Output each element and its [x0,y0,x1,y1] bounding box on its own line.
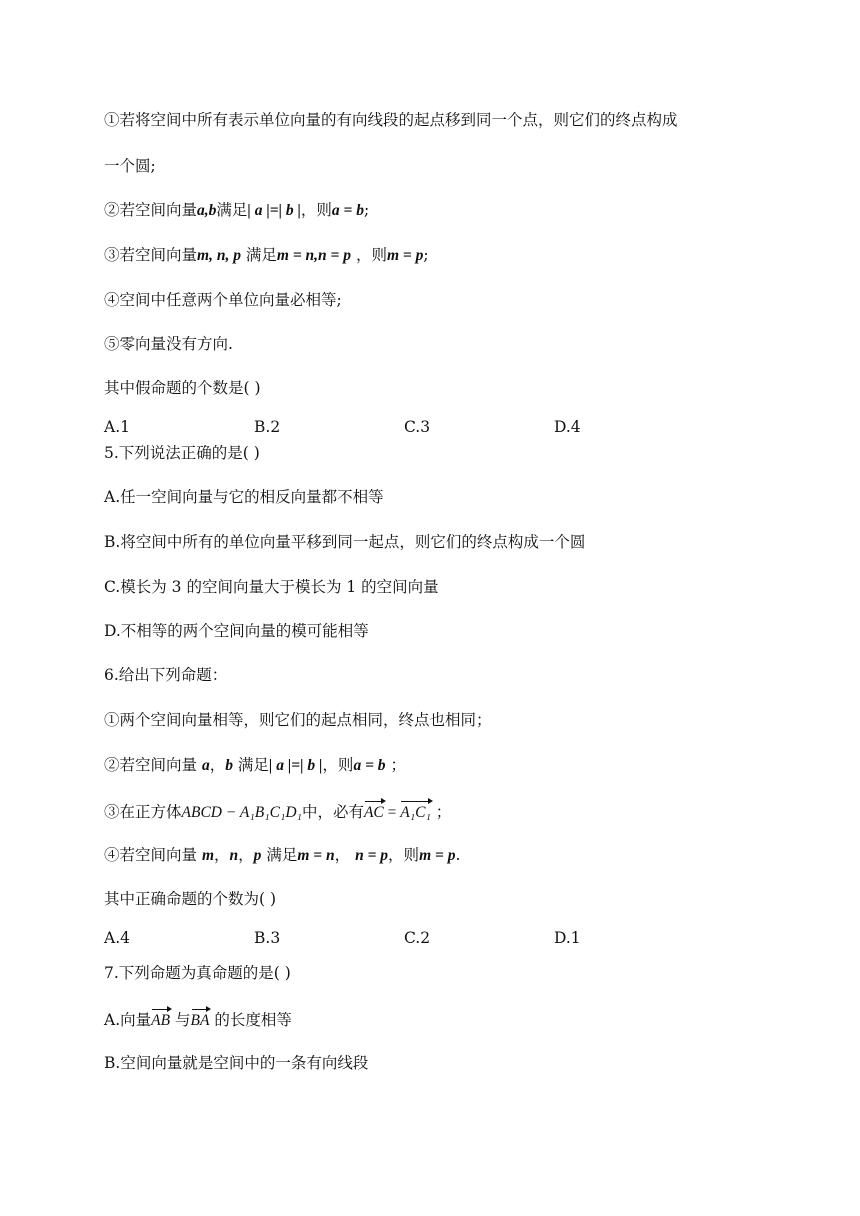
question-6-prompt: 其中正确命题的个数为( ) [104,890,277,908]
q6-statement-1: ①两个空间向量相等，则它们的起点相同，终点也相同； [104,711,492,729]
q7-option-a: A.向量AB 与BA 的长度相等 [104,1008,292,1031]
statement-1-line-2: 一个圆; [104,157,156,175]
q5-option-a: A.任一空间向量与它的相反向量都不相等 [104,488,384,506]
q6-option-b: B.3 [254,929,281,947]
statement-5: ⑤零向量没有方向. [104,335,233,353]
question-4-prompt: 其中假命题的个数是( ) [104,379,261,397]
q6-option-a: A.4 [104,929,130,947]
q6-option-c: C.2 [404,929,431,947]
vector-a1c1: A₁C₁ [400,800,431,823]
statement-3: ③若空间向量m, n, p 满足m = n,n = p ，则m = p; [104,246,429,264]
q4-option-d: D.4 [554,418,581,436]
q5-option-b: B.将空间中所有的单位向量平移到同一起点，则它们的终点构成一个圆 [104,533,586,551]
statement-4: ④空间中任意两个单位向量必相等; [104,291,342,309]
q6-statement-3: ③在正方体ABCD − A₁B₁C₁D₁中，必有AC = A₁C₁ ； [104,800,451,823]
q4-option-c: C.3 [404,418,431,436]
q7-option-b: B.空间向量就是空间中的一条有向线段 [104,1054,369,1072]
vector-ac: AC [364,800,384,823]
q4-option-b: B.2 [254,418,281,436]
statement-1-line-1: ①若将空间中所有表示单位向量的有向线段的起点移到同一个点，则它们的终点构成 [104,111,678,129]
question-7-stem: 7.下列命题为真命题的是( ) [104,964,291,982]
vector-ab: AB [151,1008,170,1031]
statement-2: ②若空间向量a,b满足| a |=| b |，则a = b; [104,201,370,219]
q5-option-d: D.不相等的两个空间向量的模可能相等 [104,622,369,640]
q6-option-d: D.1 [554,929,581,947]
q4-option-a: A.1 [104,418,130,436]
question-6-stem: 6.给出下列命题： [104,666,228,684]
question-5-stem: 5.下列说法正确的是( ) [104,444,260,462]
q6-statement-2: ②若空间向量 a，b 满足| a |=| b |，则a = b ； [104,756,406,774]
q6-statement-4: ④若空间向量 m，n，p 满足m = n， n = p，则m = p. [104,846,461,864]
vector-ba: BA [191,1008,210,1031]
q5-option-c: C.模长为 3 的空间向量大于模长为 1 的空间向量 [104,578,439,596]
